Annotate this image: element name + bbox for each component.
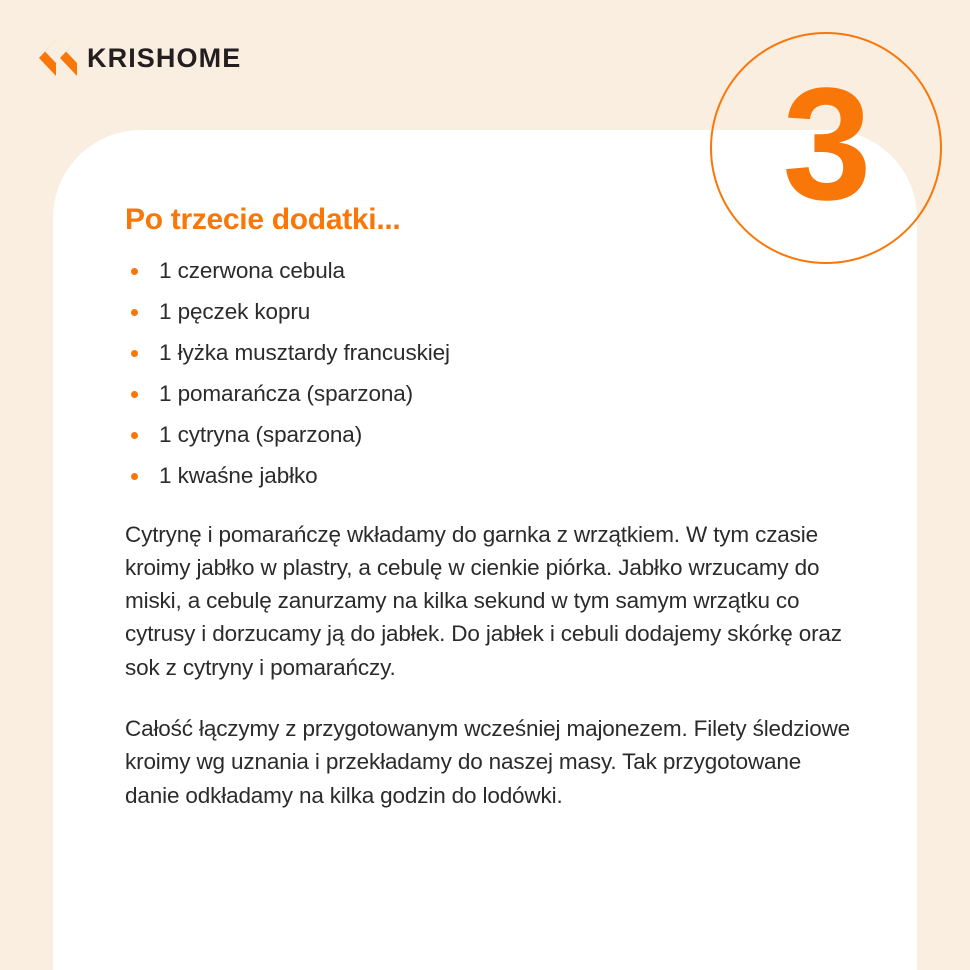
ingredient-list — [125, 260, 861, 488]
list-item-label: 1 cytryna (sparzona) — [159, 422, 363, 447]
list-item — [125, 424, 861, 447]
step-number: 3 — [782, 54, 870, 233]
bullet-dot-icon — [131, 309, 138, 316]
bullet-dot-icon — [131, 432, 138, 439]
brand-name: KRISHOME — [87, 42, 242, 73]
list-item-label: 1 czerwona cebula — [159, 258, 345, 283]
bullet-dot-icon — [131, 473, 138, 480]
double-chevron-left-icon — [38, 39, 78, 77]
card-inner — [53, 130, 917, 812]
brand-logo — [38, 36, 241, 80]
list-item — [125, 342, 861, 365]
page-title: Po trzecie dodatki... — [125, 203, 401, 236]
list-item-label: 1 pęczek kopru — [159, 299, 311, 324]
list-item — [125, 383, 861, 406]
list-item-label: 1 pomarańcza (sparzona) — [159, 381, 414, 406]
bullet-dot-icon — [131, 391, 138, 398]
content-card — [53, 130, 917, 970]
list-item-label: 1 kwaśne jabłko — [159, 463, 318, 488]
instruction-paragraph: Cytrynę i pomarańczę wkładamy do garnka z wrzątkiem. W tym czasie kroimy jabłko w plastry, a cebulę w cienkie piórka. Jabłko wrzucamy do miski, a cebulę zanurzamy na kilka sekund w tym samym wrzątku co cytrusy i dorzucamy ją do jabłek. Do jabłek i cebuli dodajemy skórkę oraz sok z cytryny i pomarańczy. — [125, 521, 842, 680]
list-item — [125, 260, 861, 283]
list-item — [125, 301, 861, 324]
bullet-dot-icon — [131, 350, 138, 357]
bullet-dot-icon — [131, 268, 138, 275]
list-item — [125, 465, 861, 488]
list-item-label: 1 łyżka musztardy francuskiej — [159, 340, 450, 365]
instruction-paragraph: Całość łączymy z przygotowanym wcześniej majonezem. Filety śledziowe kroimy wg uznania i przekładamy do naszej masy. Tak przygotowane danie odkładamy na kilka godzin do lodówki. — [125, 715, 851, 808]
